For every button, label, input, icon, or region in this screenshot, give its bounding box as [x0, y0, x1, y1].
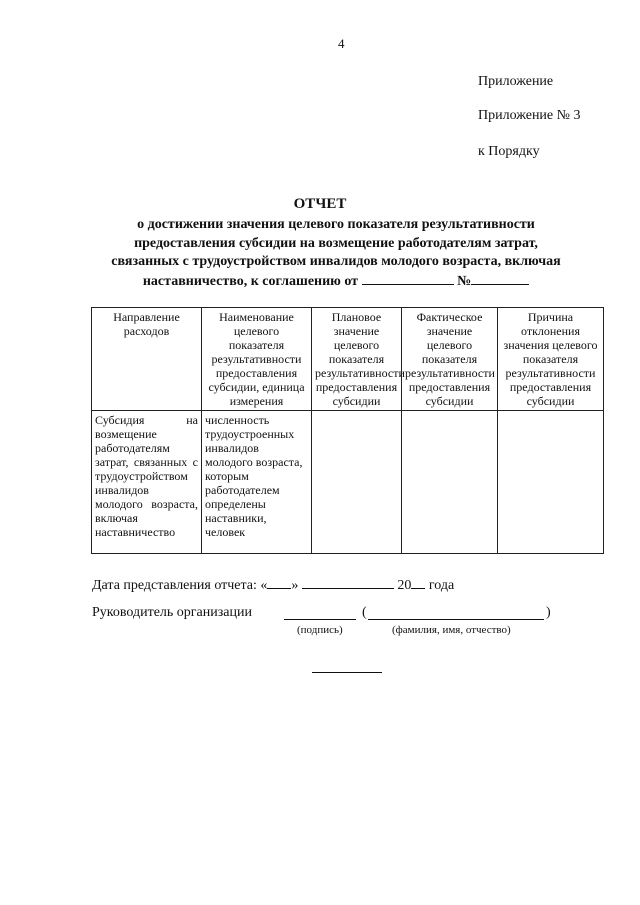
report-subtitle: [96, 216, 576, 291]
subtitle-line: о достижении значения целевого показателя результативности: [137, 217, 535, 232]
cell-planned-value: [312, 411, 402, 554]
year-suffix: года: [428, 578, 455, 593]
header-expense-direction: Направление расходов: [92, 308, 202, 411]
agreement-number-blank: [471, 272, 529, 285]
appendix-reference: к Порядку: [478, 144, 540, 159]
name-paren-close: ): [546, 605, 551, 620]
header-actual-value: Фактическое значение целевого показателя результативности предоставления субсидии: [402, 308, 498, 411]
full-name-blank: [368, 619, 544, 620]
date-quote-close: »: [291, 578, 299, 593]
header-deviation-reason: Причина отклонения значения целевого показателя результативности предоставления субсидии: [498, 308, 604, 411]
day-blank: [267, 576, 291, 589]
subtitle-agreement-prefix: наставничество, к соглашению от: [142, 273, 359, 289]
signature-caption: (подпись): [297, 624, 343, 636]
subtitle-line: связанных с трудоустройством инвалидов молодого возраста, включая: [111, 254, 561, 269]
cell-expense-direction: Субсидия на возмещение работодателям затрат, связанных с трудоустройством инвалидов молодого возраста, включая наставничество: [92, 411, 202, 554]
cell-indicator-name: численность трудоустроенных инвалидов молодого возраста, которым работодателем определены наставники, человек: [202, 411, 312, 554]
cell-actual-value: [402, 411, 498, 554]
head-label: Руководитель организации: [92, 605, 252, 620]
page-number: 4: [338, 36, 345, 51]
subtitle-line: предоставления субсидии на возмещение работодателям затрат,: [134, 235, 538, 251]
table-row: [92, 411, 604, 554]
header-planned-value: Плановое значение целевого показателя результативности предоставления субсидии: [312, 308, 402, 411]
signature-blank: [284, 619, 356, 620]
cell-deviation-reason: [498, 411, 604, 554]
table-header-row: [92, 308, 604, 411]
year-prefix: 20: [397, 578, 412, 593]
report-table: [91, 307, 604, 554]
month-blank: [302, 576, 394, 589]
full-name-caption: (фамилия, имя, отчество): [392, 624, 511, 636]
appendix-label: Приложение: [478, 74, 554, 89]
report-date-label: Дата представления отчета:: [92, 578, 257, 593]
appendix-number: Приложение № 3: [478, 108, 581, 123]
end-divider: [312, 672, 382, 673]
agreement-date-blank: [362, 272, 454, 285]
report-date-line: [92, 576, 454, 594]
agreement-number-sign: №: [457, 273, 472, 289]
report-title: ОТЧЕТ: [293, 196, 347, 212]
name-paren-open: (: [362, 605, 367, 620]
header-indicator-name: Наименование целевого показателя результативности предоставления субсидии, единица измерения: [202, 308, 312, 411]
date-quote-open: «: [260, 578, 268, 593]
subtitle-last-line: [96, 272, 576, 292]
year-blank: [411, 576, 425, 589]
